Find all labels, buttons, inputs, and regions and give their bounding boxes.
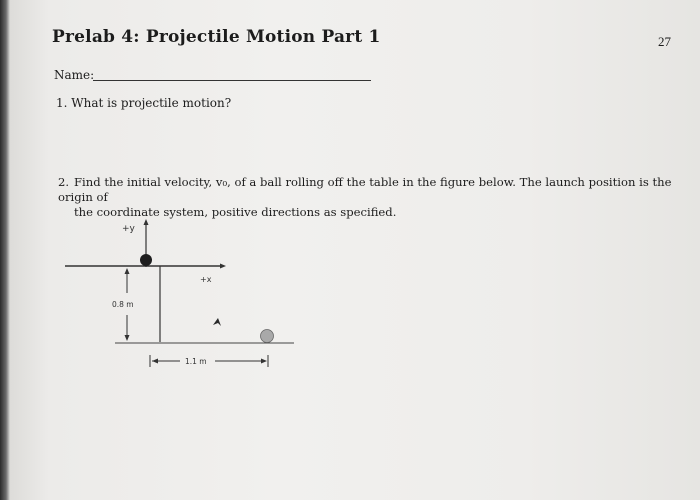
name-blank-line: [93, 80, 371, 81]
question-2: [58, 175, 678, 220]
question-2-number: 2.: [58, 175, 70, 189]
distance-label: 1.1 m: [185, 357, 207, 366]
name-label: Name:: [54, 68, 95, 82]
distance-arrowhead-right: [261, 359, 267, 364]
height-arrowhead-up: [125, 268, 130, 274]
distance-arrowhead-left: [152, 359, 158, 364]
page-edge-shadow: [0, 0, 10, 500]
ball-landed: [261, 330, 274, 343]
question-2-text: Find the initial velocity, v₀, of a ball rolling off the table in the figure below. The launch position is the origin of: [58, 175, 672, 204]
question-2-line-2: the coordinate system, positive directions as specified.: [74, 205, 397, 219]
page-number: 27: [658, 34, 671, 49]
projectile-diagram: [60, 215, 310, 375]
height-arrowhead-down: [125, 335, 130, 341]
x-axis-arrowhead: [220, 264, 226, 269]
x-axis-label: +x: [200, 275, 212, 284]
ball-at-launch: [140, 254, 152, 266]
page-title: Prelab 4: Projectile Motion Part 1: [52, 27, 381, 47]
trajectory-arrow: [213, 318, 221, 326]
y-axis-arrowhead: [144, 219, 149, 225]
y-axis-label: +y: [122, 224, 135, 234]
height-label: 0.8 m: [112, 300, 134, 309]
question-1: 1. What is projectile motion?: [56, 96, 232, 110]
projectile-figure: [60, 215, 310, 375]
question-2-line-1: [58, 175, 678, 205]
